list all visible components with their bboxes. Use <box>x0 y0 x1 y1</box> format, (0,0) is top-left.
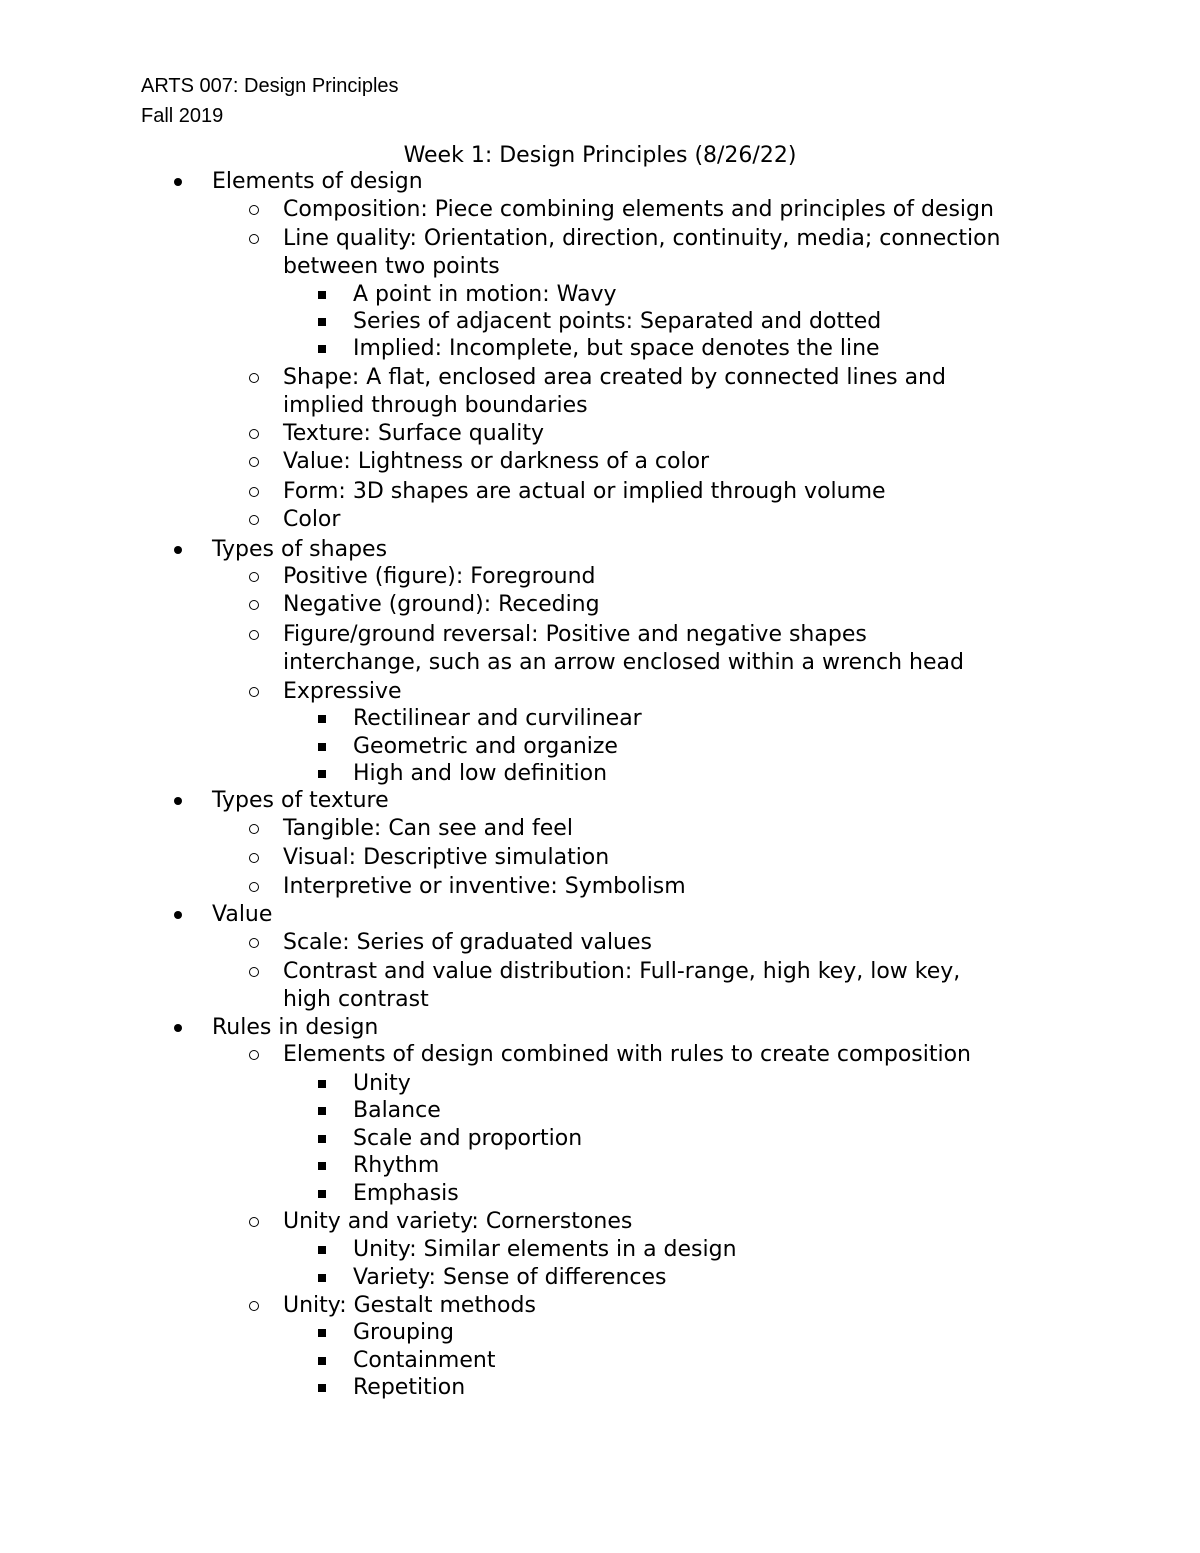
outline-item-level-2: high contrast <box>283 987 429 1012</box>
circle-bullet-icon <box>249 938 259 948</box>
circle-bullet-icon <box>249 1050 259 1060</box>
square-bullet-icon <box>318 1246 326 1254</box>
circle-bullet-icon <box>249 853 259 863</box>
outline-item-level-2: Expressive <box>283 679 402 704</box>
outline-item-level-2: Form: 3D shapes are actual or implied through volume <box>283 479 886 504</box>
circle-bullet-icon <box>249 457 259 467</box>
circle-bullet-icon <box>249 429 259 439</box>
square-bullet-icon <box>318 345 326 353</box>
square-bullet-icon <box>318 1107 326 1115</box>
square-bullet-icon <box>318 318 326 326</box>
circle-bullet-icon <box>249 234 259 244</box>
outline-item-level-3: Unity: Similar elements in a design <box>353 1237 737 1262</box>
circle-bullet-icon <box>249 373 259 383</box>
bullet-icon <box>174 178 182 186</box>
outline-item-level-3: Scale and proportion <box>353 1126 583 1151</box>
outline-item-level-2: Line quality: Orientation, direction, continuity, media; connection <box>283 226 1001 251</box>
circle-bullet-icon <box>249 882 259 892</box>
square-bullet-icon <box>318 1190 326 1198</box>
outline-item-level-3: Variety: Sense of differences <box>353 1265 667 1290</box>
outline-item-level-2: Visual: Descriptive simulation <box>283 845 610 870</box>
outline-item-level-2: Value: Lightness or darkness of a color <box>283 449 710 474</box>
outline-item-level-3: Emphasis <box>353 1181 459 1206</box>
outline-item-level-3: Geometric and organize <box>353 734 618 759</box>
circle-bullet-icon <box>249 205 259 215</box>
outline-item-level-2: Negative (ground): Receding <box>283 592 600 617</box>
circle-bullet-icon <box>249 824 259 834</box>
outline-item-level-3: Repetition <box>353 1375 466 1400</box>
outline-item-level-2: Color <box>283 507 341 532</box>
outline-item-level-2: Tangible: Can see and feel <box>283 816 573 841</box>
outline-item-level-1: Rules in design <box>212 1015 379 1040</box>
bullet-icon <box>174 546 182 554</box>
circle-bullet-icon <box>249 1217 259 1227</box>
outline-item-level-1: Elements of design <box>212 169 423 194</box>
outline-item-level-1: Types of texture <box>212 788 389 813</box>
circle-bullet-icon <box>249 1301 259 1311</box>
course-title: ARTS 007: Design Principles <box>141 75 399 97</box>
outline-item-level-2: interchange, such as an arrow enclosed within a wrench head <box>283 650 964 675</box>
outline-item-level-2: Positive (figure): Foreground <box>283 564 596 589</box>
circle-bullet-icon <box>249 515 259 525</box>
square-bullet-icon <box>318 291 326 299</box>
square-bullet-icon <box>318 1162 326 1170</box>
circle-bullet-icon <box>249 967 259 977</box>
term-label: Fall 2019 <box>141 105 224 127</box>
outline-item-level-2: implied through boundaries <box>283 393 588 418</box>
bullet-icon <box>174 797 182 805</box>
outline-item-level-3: A point in motion: Wavy <box>353 282 617 307</box>
outline-item-level-3: Grouping <box>353 1320 454 1345</box>
square-bullet-icon <box>318 1357 326 1365</box>
outline-item-level-1: Types of shapes <box>212 537 388 562</box>
outline-item-level-2: Scale: Series of graduated values <box>283 930 652 955</box>
square-bullet-icon <box>318 743 326 751</box>
bullet-icon <box>174 1024 182 1032</box>
square-bullet-icon <box>318 1274 326 1282</box>
circle-bullet-icon <box>249 487 259 497</box>
square-bullet-icon <box>318 770 326 778</box>
outline-item-level-2: Unity: Gestalt methods <box>283 1293 536 1318</box>
circle-bullet-icon <box>249 687 259 697</box>
outline-item-level-1: Value <box>212 902 273 927</box>
outline-item-level-2: Texture: Surface quality <box>283 421 545 446</box>
outline-item-level-3: High and low definition <box>353 761 608 786</box>
outline-item-level-2: Composition: Piece combining elements and principles of design <box>283 197 994 222</box>
square-bullet-icon <box>318 1329 326 1337</box>
bullet-icon <box>174 911 182 919</box>
outline-item-level-2: Contrast and value distribution: Full-range, high key, low key, <box>283 959 961 984</box>
outline-item-level-2: Figure/ground reversal: Positive and negative shapes <box>283 622 867 647</box>
circle-bullet-icon <box>249 630 259 640</box>
outline-item-level-3: Containment <box>353 1348 496 1373</box>
outline-item-level-3: Rhythm <box>353 1153 440 1178</box>
page-title: Week 1: Design Principles (8/26/22) <box>403 143 797 168</box>
circle-bullet-icon <box>249 600 259 610</box>
square-bullet-icon <box>318 715 326 723</box>
square-bullet-icon <box>318 1384 326 1392</box>
outline-item-level-2: between two points <box>283 254 500 279</box>
outline-item-level-3: Series of adjacent points: Separated and dotted <box>353 309 882 334</box>
outline-item-level-2: Unity and variety: Cornerstones <box>283 1209 633 1234</box>
outline-item-level-2: Shape: A flat, enclosed area created by connected lines and <box>283 365 946 390</box>
outline-item-level-3: Unity <box>353 1071 411 1096</box>
square-bullet-icon <box>318 1135 326 1143</box>
square-bullet-icon <box>318 1080 326 1088</box>
circle-bullet-icon <box>249 572 259 582</box>
outline-item-level-3: Implied: Incomplete, but space denotes the line <box>353 336 880 361</box>
outline-item-level-2: Elements of design combined with rules to create composition <box>283 1042 972 1067</box>
outline-item-level-3: Balance <box>353 1098 441 1123</box>
outline-item-level-3: Rectilinear and curvilinear <box>353 706 642 731</box>
outline-item-level-2: Interpretive or inventive: Symbolism <box>283 874 686 899</box>
